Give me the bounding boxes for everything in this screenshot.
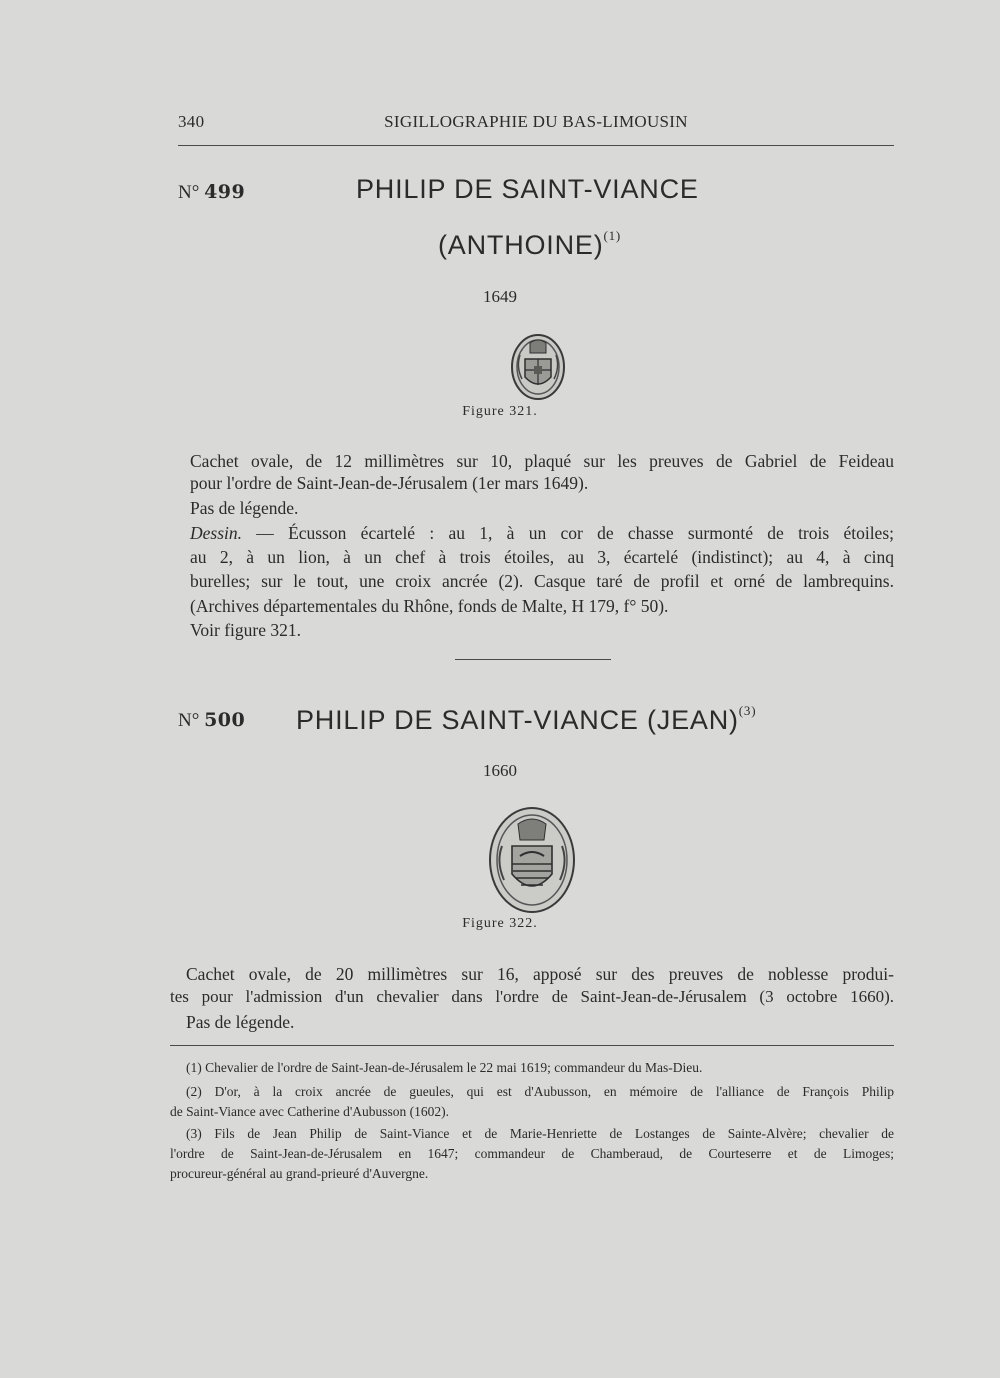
- dessin-label: Dessin.: [190, 523, 243, 543]
- legend-note: Pas de légende.: [190, 498, 299, 518]
- seal-year: 1649: [483, 287, 517, 306]
- entry-title: PHILIP DE SAINT-VIANCE: [356, 174, 699, 204]
- seal-year: 1660: [483, 761, 517, 780]
- footnote-2-cont: de Saint-Viance avec Catherine d'Aubusson (1602).: [170, 1104, 450, 1119]
- dessin-line: burelles; sur le tout, une croix ancrée (2). Casque taré de profil et orné de lambrequins.: [190, 571, 894, 591]
- description-line: Cachet ovale, de 12 millimètres sur 10, plaqué sur les preuves de Gabriel de Feideau: [190, 451, 894, 471]
- seal-image-321: [510, 333, 566, 401]
- footnote-3-cont: l'ordre de Saint-Jean-de-Jérusalem en 1647; commandeur de Chamberaud, de Courteserre et de Limoges;: [170, 1146, 894, 1161]
- footnote-ref: (3): [738, 703, 757, 718]
- figure-caption: Figure 321.: [462, 404, 538, 419]
- dessin-line: Dessin. — Écusson écartelé : au 1, à un cor de chasse surmonté de trois étoiles;: [190, 523, 895, 543]
- section-divider: [455, 659, 611, 660]
- running-title: SIGILLOGRAPHIE DU BAS-LIMOUSIN: [384, 112, 688, 131]
- seal-image-322: [488, 806, 576, 914]
- archives-reference: (Archives départementales du Rhône, fonds de Malte, H 179, f° 50).: [190, 596, 669, 616]
- description-line: Cachet ovale, de 20 millimètres sur 16, apposé sur des preuves de noblesse produi-: [186, 964, 894, 984]
- entry-subtitle: (ANTHOINE)$^{(1)}$: [438, 228, 622, 260]
- figure-caption: Figure 322.: [462, 916, 538, 931]
- footnote-1: (1) Chevalier de l'ordre de Saint-Jean-de-Jérusalem le 22 mai 1619; commandeur du Mas-Dieu.: [186, 1060, 703, 1075]
- entry-title: PHILIP DE SAINT-VIANCE (JEAN)$^{(3)}$: [296, 703, 757, 735]
- description-line: tes pour l'admission d'un chevalier dans l'ordre de Saint-Jean-de-Jérusalem (3 octobre 1660).: [170, 987, 894, 1006]
- footnote-3-cont: procureur-général au grand-prieuré d'Auvergne.: [170, 1166, 429, 1181]
- header-rule: [178, 145, 894, 146]
- entry-number: N° 499: [178, 181, 246, 203]
- page-number: 340: [178, 112, 205, 131]
- footnote-rule: [170, 1045, 894, 1046]
- entry-number: N° 500: [178, 709, 246, 731]
- footnote-3: (3) Fils de Jean Philip de Saint-Viance et de Marie-Henriette de Lostanges de Sainte-Alvère; chevalier de: [186, 1126, 894, 1141]
- footnote-2: (2) D'or, à la croix ancrée de gueules, qui est d'Aubusson, en mémoire de l'alliance de François Philip: [186, 1084, 894, 1099]
- footnote-ref: (1): [603, 228, 622, 243]
- dessin-line: au 2, à un lion, à un chef à trois étoiles, au 3, écartelé (indistinct); au 4, à cinq: [190, 547, 894, 567]
- running-header: [178, 112, 894, 138]
- legend-note: Pas de légende.: [186, 1012, 295, 1032]
- figure-reference: Voir figure 321.: [190, 620, 301, 640]
- description-line: pour l'ordre de Saint-Jean-de-Jérusalem (1er mars 1649).: [190, 473, 589, 493]
